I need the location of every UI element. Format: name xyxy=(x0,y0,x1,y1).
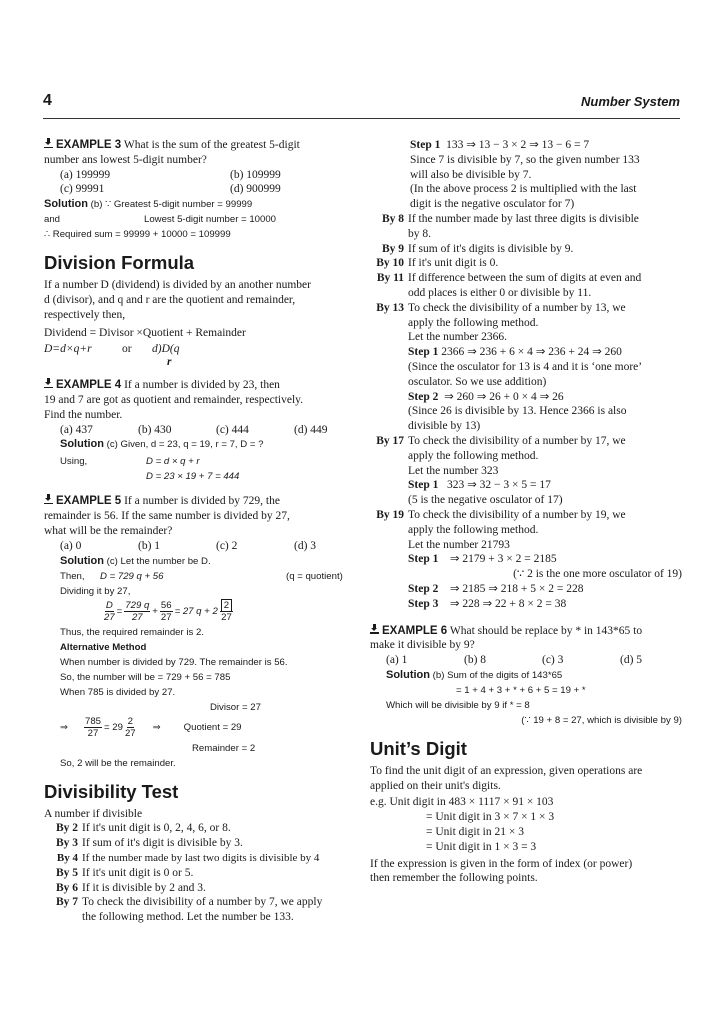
fraction: $\frac{785}{27}$ xyxy=(85,716,102,740)
option-c: (c) 444 xyxy=(216,423,249,436)
question-text: What should be replace by * in 143*65 to xyxy=(449,624,643,637)
option-b: (b) 1 xyxy=(138,539,161,552)
rule-by19: By 19 To check the divisibility of a number by 19, we apply the following method. Let the number 21793 Step 1 ⇒ 2179 + 3 × 2 = 2185 (∵ 2 is the one more osculator of 19) Step 2 ⇒ 2185 ⇒ 218 + 5 × 2 = 228 Step 3 ⇒ 228 ⇒ 22 + 8 × 2 = 38 xyxy=(376,508,682,610)
example-label: EXAMPLE 3 xyxy=(56,139,122,151)
plus-sign: + xyxy=(152,606,158,618)
fraction: $\frac{729 q}{27}$ xyxy=(125,600,150,624)
fraction: $\frac{2}{27}$ xyxy=(124,716,136,740)
fraction-equation xyxy=(44,715,356,741)
option-c: (c) 2 xyxy=(216,539,238,552)
example-3 xyxy=(44,138,356,242)
implies-arrow: ⇒ xyxy=(60,722,69,734)
option-c: (c) 99991 xyxy=(60,183,105,196)
option-d: (d) 900999 xyxy=(230,183,281,196)
solution-line: (b) Sum of the digits of 143*65 xyxy=(432,669,563,681)
solution-line: (∵ 19 + 8 = 27, which is divisible by 9) xyxy=(521,714,682,726)
solution-line: (c) Given, d = 23, q = 19, r = 7, D = ? xyxy=(106,439,264,451)
rule-by4: By 4 If the number made by last two digits is divisible by 4 xyxy=(56,851,320,864)
long-division: d)D(q xyxy=(152,343,180,356)
rule-by3: By 3 If sum of it's digit is divisible by 3. xyxy=(55,837,243,850)
equals-sign: = xyxy=(116,606,123,618)
option-c: (c) 3 xyxy=(542,654,564,667)
example-line: = Unit digit in 1 × 3 = 3 xyxy=(426,840,537,853)
step-text: 133 ⇒ 13 − 3 × 2 ⇒ 13 − 6 = 7 xyxy=(446,139,590,151)
download-icon xyxy=(44,138,53,148)
formula-row xyxy=(44,342,356,357)
rule-by13: By 13 To check the divisibility of a number by 13, we apply the following method. Let the number 2366. Step 1 2366 ⇒ 236 + 6 × 4 ⇒ 236 + 24 ⇒ 260 (Since the osculator for 13 is 4 and it is ‘one more’ osculator. So we use addition) Step 2 ⇒ 260 ⇒ 26 + 0 × 4 ⇒ 26 (Since 26 is divisible by 13. Hence 2366 is also divisible by 13) xyxy=(376,301,643,433)
rule-by10: By 10 If it's unit digit is 0. xyxy=(376,257,499,270)
section-heading-division: Division Formula xyxy=(44,252,195,274)
paragraph: digit is the negative osculator for 7) xyxy=(410,198,575,211)
question-text: If a number is divided by 729, the xyxy=(124,495,280,508)
options xyxy=(370,653,682,668)
paragraph: then remember the following points. xyxy=(370,872,538,885)
option-d: (d) 449 xyxy=(294,423,328,436)
example-label: EXAMPLE 5 xyxy=(56,495,122,508)
option-a: (a) 0 xyxy=(60,539,82,552)
paragraph: To find the unit digit of an expression, given operations are xyxy=(370,764,643,777)
example-label: EXAMPLE 6 xyxy=(382,624,448,637)
example-line: = Unit digit in 21 × 3 xyxy=(426,826,524,839)
solution-line: D = d × q + r xyxy=(146,456,200,468)
question-text: make it divisible by 9? xyxy=(370,639,475,652)
formula: Dividend = Divisor ×Quotient + Remainder xyxy=(44,326,246,339)
rule-by11: By 11 If difference between the sum of digits at even and odd places is either 0 or divisible by 11. xyxy=(376,272,642,299)
section-heading-unit-digit: Unit’s Digit xyxy=(370,737,467,759)
solution-line: Quotient = 29 xyxy=(183,722,242,734)
options xyxy=(44,423,356,438)
rule-by7: By 7 To check the divisibility of a number by 7, we apply the following method. Let the number be 133. xyxy=(55,896,323,924)
solution-line: So, the number will be = 729 + 56 = 785 xyxy=(60,671,231,683)
paragraph: applied on their unit's digits. xyxy=(370,779,501,792)
rule-by6: By 6 If it is divisible by 2 and 3. xyxy=(55,881,206,894)
solution-label: Solution xyxy=(386,668,430,681)
left-column xyxy=(44,138,356,925)
option-a: (a) 437 xyxy=(60,423,93,436)
example-line: e.g. Unit digit in 483 × 1117 × 91 × 103 xyxy=(370,796,554,809)
solution-line: Using, xyxy=(60,456,88,468)
paragraph: (In the above process 2 is multiplied with the last xyxy=(410,183,637,196)
download-icon xyxy=(370,624,379,634)
long-division-remainder: r xyxy=(167,356,172,369)
fraction: $\frac{D}{27}$ xyxy=(104,600,115,624)
solution-line: ∴ Required sum = 99999 + 10000 = 109999 xyxy=(44,229,231,241)
implies-arrow: ⇒ xyxy=(152,722,161,734)
download-icon xyxy=(44,378,53,388)
solution-line: D = 23 × 19 + 7 = 444 xyxy=(146,471,240,483)
paragraph: Since 7 is divisible by 7, so the given number 133 xyxy=(410,153,640,166)
example-label: EXAMPLE 4 xyxy=(56,379,122,392)
solution-line: Lowest 5-digit number = 10000 xyxy=(144,214,276,226)
formula-or: or xyxy=(122,343,132,356)
option-b: (b) 109999 xyxy=(230,168,281,181)
example-4 xyxy=(44,378,356,484)
rule-by5: By 5 If it's unit digit is 0 or 5. xyxy=(55,866,194,879)
page-number: 4 xyxy=(43,92,52,109)
paragraph: A number if divisible xyxy=(44,807,143,820)
paragraph: will also be divisible by 7. xyxy=(410,168,532,181)
rule-by17: By 17 To check the divisibility of a number by 17, we apply the following method. Let the number 323 Step 1 323 ⇒ 32 − 3 × 5 = 17 (5 is the negative osculator of 17) xyxy=(376,434,626,507)
formula: D=d×q+r xyxy=(44,343,92,356)
paragraph: If the expression is given in the form of index (or power) xyxy=(370,857,633,870)
question-text: What is the sum of the greatest 5-digit xyxy=(123,139,300,151)
solution-line: When 785 is divided by 27. xyxy=(60,686,176,698)
solution-line: (c) Let the number be D. xyxy=(106,555,211,567)
solution-line: D = 729 q + 56 xyxy=(100,570,164,582)
options xyxy=(44,168,356,198)
alternative-method-heading: Alternative Method xyxy=(60,641,147,653)
solution-line: So, 2 will be the remainder. xyxy=(60,757,176,769)
question-text: number ans lowest 5-digit number? xyxy=(44,153,207,166)
option-d: (d) 3 xyxy=(294,539,317,552)
solution-note: (q = quotient) xyxy=(286,570,343,582)
solution-line: When number is divided by 729. The remainder is 56. xyxy=(60,656,288,668)
option-d: (d) 5 xyxy=(620,654,643,667)
question-text: what will be the remainder? xyxy=(44,524,173,537)
fraction: $\frac{56}{27}$ xyxy=(160,600,172,624)
step-label: Step 1 xyxy=(410,139,441,151)
question-text: If a number is divided by 23, then xyxy=(124,379,280,392)
solution-label: Solution xyxy=(60,438,104,451)
right-column xyxy=(370,138,682,886)
equation-part: = 27 q + 2 xyxy=(174,606,218,618)
fraction-equation xyxy=(44,599,356,625)
solution-line: and xyxy=(44,214,61,226)
section-heading-divisibility: Divisibility Test xyxy=(44,780,179,802)
page-header xyxy=(43,92,680,119)
solution-label: Solution xyxy=(44,198,88,211)
option-b: (b) 8 xyxy=(464,654,487,667)
option-b: (b) 430 xyxy=(138,423,172,436)
paragraph: d (divisor), and q and r are the quotient and remainder, xyxy=(44,293,296,306)
chapter-title: Number System xyxy=(581,94,680,109)
rule-by8: By 8 If the number made by last three digits is divisible by 8. xyxy=(381,212,639,240)
solution-line: Then, xyxy=(60,570,85,582)
solution-label: Solution xyxy=(60,554,104,567)
options xyxy=(44,539,356,554)
rule-by2: By 2 If it's unit digit is 0, 2, 4, 6, or 8. xyxy=(55,822,231,835)
solution-line: = 1 + 4 + 3 + * + 6 + 5 = 19 + * xyxy=(456,684,586,696)
equation-part: = 29 xyxy=(104,722,123,734)
option-a: (a) 1 xyxy=(386,654,408,667)
fraction-boxed: $\frac{2}{27}$ xyxy=(221,600,232,624)
paragraph: If a number D (dividend) is divided by an another number xyxy=(44,279,311,292)
question-text: remainder is 56. If the same number is divided by 27, xyxy=(44,510,290,523)
example-line: = Unit digit in 3 × 7 × 1 × 3 xyxy=(426,811,555,824)
paragraph: respectively then, xyxy=(44,308,126,321)
question-text: Find the number. xyxy=(44,408,123,421)
solution-line: Which will be divisible by 9 if * = 8 xyxy=(386,699,530,711)
solution-line: Remainder = 2 xyxy=(192,742,256,754)
solution-line: Divisor = 27 xyxy=(210,701,261,713)
solution-line: (b) ∵ Greatest 5-digit number = 99999 xyxy=(90,199,253,211)
download-icon xyxy=(44,494,53,504)
solution-line: Dividing it by 27, xyxy=(60,585,131,597)
question-text: 19 and 7 are got as quotient and remainder, respectively. xyxy=(44,393,304,406)
rule-by9: By 9 If sum of it's digits is divisible by 9. xyxy=(381,242,574,255)
example-5 xyxy=(44,494,356,770)
example-6 xyxy=(370,624,682,728)
option-a: (a) 199999 xyxy=(60,168,111,181)
solution-line: Thus, the required remainder is 2. xyxy=(60,626,204,638)
